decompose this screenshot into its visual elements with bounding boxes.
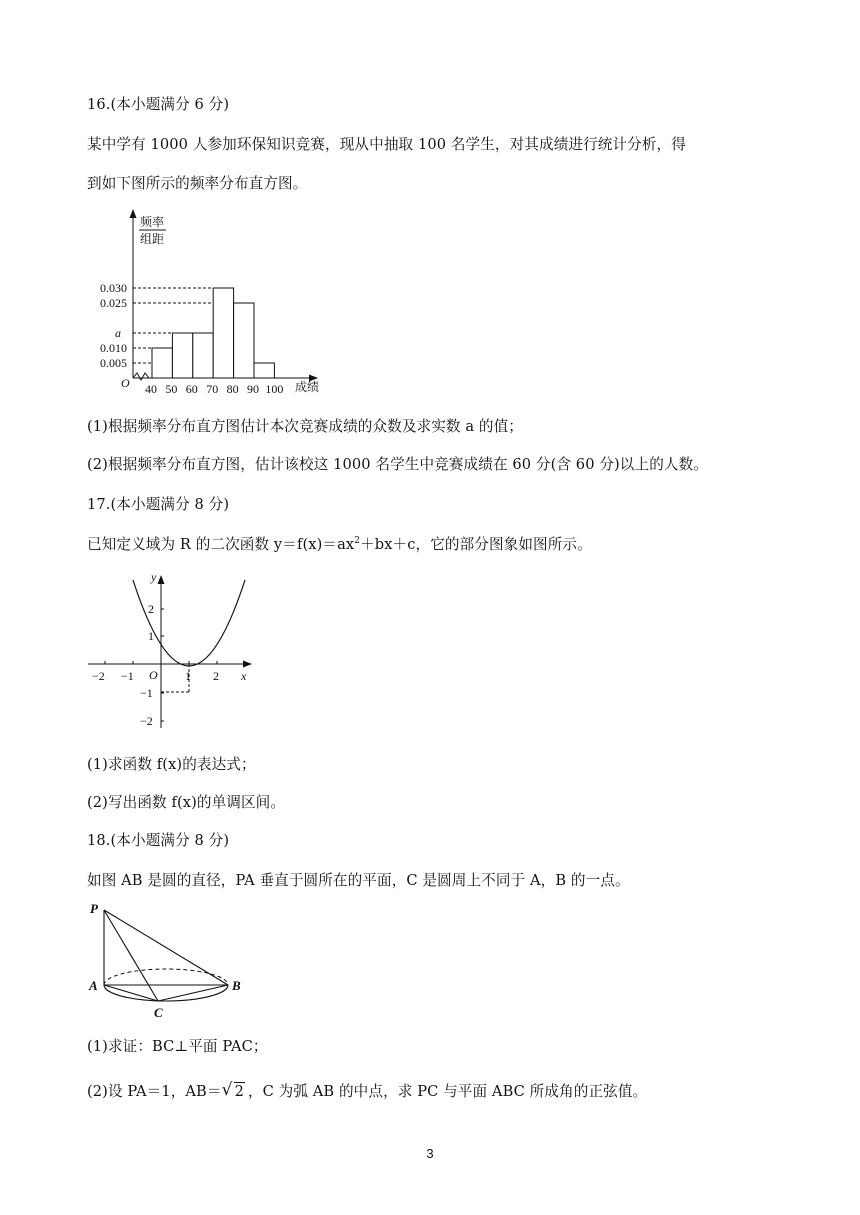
histogram-figure (100, 206, 340, 396)
x-axis-label: x (241, 669, 247, 683)
circle-back-arc (104, 969, 228, 985)
q18-part2-a: (2)设 PA＝1，AB＝ (87, 1083, 222, 1100)
histogram-bar-2 (193, 333, 213, 378)
page-number: 3 (426, 1146, 434, 1161)
point-c-label: C (154, 1005, 163, 1020)
y-tick-neg1: −1 (140, 686, 153, 700)
histogram-bar-1 (172, 333, 192, 378)
q18-part1: (1)求证：BC⊥平面 PAC； (87, 1038, 268, 1055)
y-label-denominator: 组距 (140, 232, 165, 246)
sqrt-expression (221, 1080, 245, 1100)
parabola-curve (133, 580, 245, 666)
q17-stem-a: 已知定义域为 R 的二次函数 y＝f(x)＝ax (87, 536, 355, 553)
y-tick-1: 1 (148, 629, 154, 643)
q17-part2: (2)写出函数 f(x)的单调区间。 (87, 794, 286, 811)
x-tick-label-0: 40 (145, 382, 157, 396)
y-tick-label-1: 0.025 (100, 296, 127, 310)
q17-stem-sup: 2 (354, 536, 361, 547)
x-tick-label-2: 60 (185, 382, 198, 396)
origin-label: O (121, 376, 130, 390)
q17-stem-b: ＋bx＋c，它的部分图象如图所示。 (360, 536, 592, 553)
q17-part1: (1)求函数 f(x)的表达式； (87, 756, 256, 773)
origin-label: O (149, 668, 158, 682)
y-axis-label: y (151, 570, 157, 584)
y-tick-2: 2 (148, 602, 154, 616)
point-p-label: P (90, 901, 98, 916)
y-tick-label-3: 0.010 (100, 341, 127, 355)
histogram-bar-5 (254, 363, 274, 378)
point-a-label: A (89, 978, 98, 993)
q16-stem-line2: 到如下图所示的频率分布直方图。 (87, 175, 308, 192)
x-tick-neg2: −2 (92, 669, 105, 683)
x-axis-arrow-icon (243, 661, 252, 668)
axis-break-icon (133, 373, 149, 380)
circle-front-arc (104, 985, 228, 1001)
y-tick-label-4: 0.005 (100, 356, 127, 370)
radical-sign-icon: √ (221, 1080, 233, 1100)
histogram (100, 209, 319, 396)
segment-bc (158, 985, 228, 1001)
q18-part2-b: ，C 为弧 AB 的中点，求 PC 与平面 ABC 所成角的正弦值。 (247, 1083, 648, 1100)
parabola-figure (86, 568, 256, 733)
q16-part2: (2)根据频率分布直方图，估计该校这 1000 名学生中竞赛成绩在 60 分(含 60 分)以上的人数。 (87, 456, 708, 473)
q16-part1: (1)根据频率分布直方图估计本次竞赛成绩的众数及求实数 a 的值； (87, 418, 523, 435)
q18-title: 18.(本小题满分 8 分) (87, 832, 230, 849)
y-axis-arrow-icon (158, 575, 165, 584)
q16-title: 16.(本小题满分 6 分) (87, 96, 230, 113)
x-tick-label-5: 90 (247, 382, 259, 396)
x-tick-1: 1 (185, 669, 191, 683)
histogram-bar-0 (152, 348, 172, 378)
point-b-label: B (232, 978, 241, 993)
x-tick-label-1: 50 (165, 382, 178, 396)
x-axis-label: 成绩 (295, 380, 320, 394)
y-axis-arrow-icon (130, 209, 137, 218)
q18-stem: 如图 AB 是圆的直径，PA 垂直于圆所在的平面，C 是圆周上不同于 A，B 的一点。 (87, 872, 630, 889)
x-tick-neg1: −1 (121, 669, 134, 683)
sqrt-radicand: 2 (234, 1083, 244, 1100)
q18-part2 (87, 1080, 647, 1101)
geometry-figure (86, 898, 246, 1020)
q16-stem-line1: 某中学有 1000 人参加环保知识竞赛，现从中抽取 100 名学生，对其成绩进行统计分析，得 (87, 136, 686, 153)
y-tick-neg2: −2 (140, 714, 153, 728)
x-tick-label-3: 70 (206, 382, 219, 396)
q17-title: 17.(本小题满分 8 分) (87, 496, 230, 513)
x-tick-2: 2 (213, 669, 219, 683)
q17-stem (87, 533, 592, 554)
x-tick-label-4: 80 (226, 382, 239, 396)
x-tick-label-6: 100 (265, 382, 284, 396)
histogram-bar-4 (234, 303, 254, 378)
y-tick-label-2: a (115, 326, 121, 340)
histogram-bar-3 (213, 288, 233, 378)
y-label-numerator: 频率 (140, 215, 165, 229)
y-tick-label-0: 0.030 (100, 281, 127, 295)
